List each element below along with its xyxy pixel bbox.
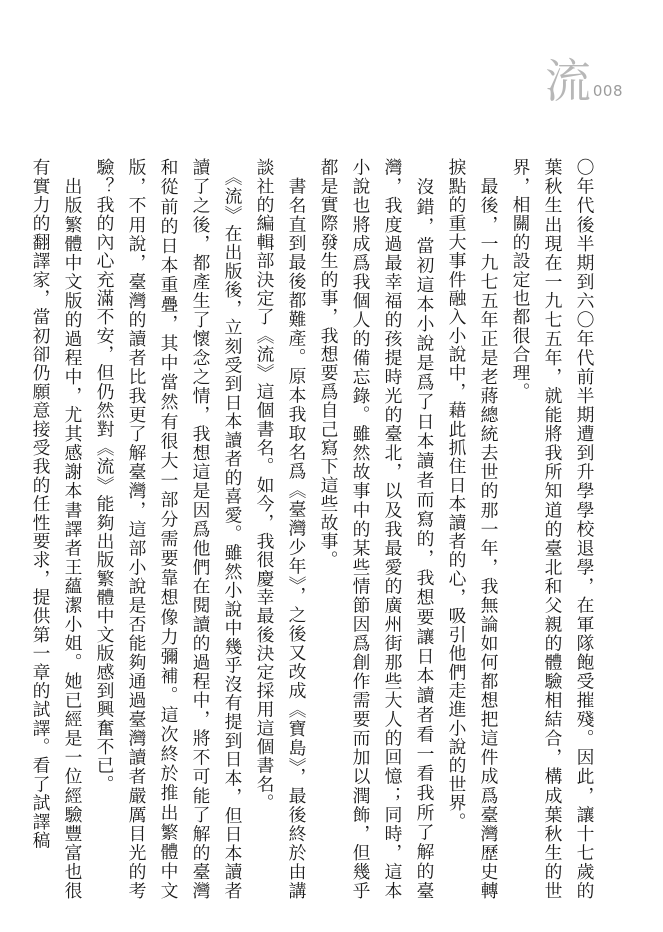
page-number: 008 (592, 82, 623, 100)
paragraph: 最後，一九七五年正是老蔣總統去世的那一年，我無論如何都想把這件成爲臺灣歷史轉捩點的重大事件融入小說中，藉此抓住日本讀者的心，吸引他們走進小說的世界。 (446, 158, 499, 900)
paragraph: 〇年代後半期到六〇年代前半期遭到升學學校退學，在軍隊飽受摧殘。因此，讓十七歲的葉秋生出現在一九七五年，就能將我所知道的臺北和父親的體驗相結合，構成葉秋生的世界，相關的設定也都很合理。 (510, 158, 595, 900)
body-text (30, 158, 600, 900)
running-header (544, 54, 623, 108)
paragraph: 書名直到最後都難產。原本我取名爲《臺灣少年》，之後又改成《寶島》，最後終於由講談社的編輯部決定了《流》這個書名。如今，我很慶幸最後決定採用這個書名。 (254, 158, 307, 900)
paragraph: 沒錯，當初這本小說是爲了日本讀者而寫的，我想要讓日本讀者看一看我所了解的臺灣，我度過最幸福的孩提時光的臺北，以及我最愛的廣州街那些大人的回憶；同時，這本小說也將成爲我個人的備忘錄。雖然故事中的某些情節因爲創作需要而加以潤飾，但幾乎都是實際發生的事，我想要爲自己寫下這些故事。 (318, 158, 435, 900)
paragraph: 出版繁體中文版的過程中，尤其感謝本書譯者王蘊潔小姐。她已經是一位經驗豐富也很有實力的翻譯家，當初卻仍願意接受我的任性要求，提供第一章的試譯。看了試譯稿 (30, 158, 83, 900)
paragraph: 《流》在出版後，立刻受到日本讀者的喜愛。雖然小說中幾乎沒有提到日本，但日本讀者讀了之後，都產生了懷念之情，我想這是因爲他們在閱讀的過程中，將不可能了解的臺灣和從前的日本重疊，其中當然有很大一部分需要靠想像力彌補。這次終於推出繁體中文版，不用說，臺灣的讀者比我更了解臺灣，這部小說是否能夠通過臺灣讀者嚴厲目光的考驗？我的內心充滿不安，但仍然對《流》能夠出版繁體中文版感到興奮不已。 (94, 158, 243, 900)
book-title: 流 (544, 54, 591, 108)
